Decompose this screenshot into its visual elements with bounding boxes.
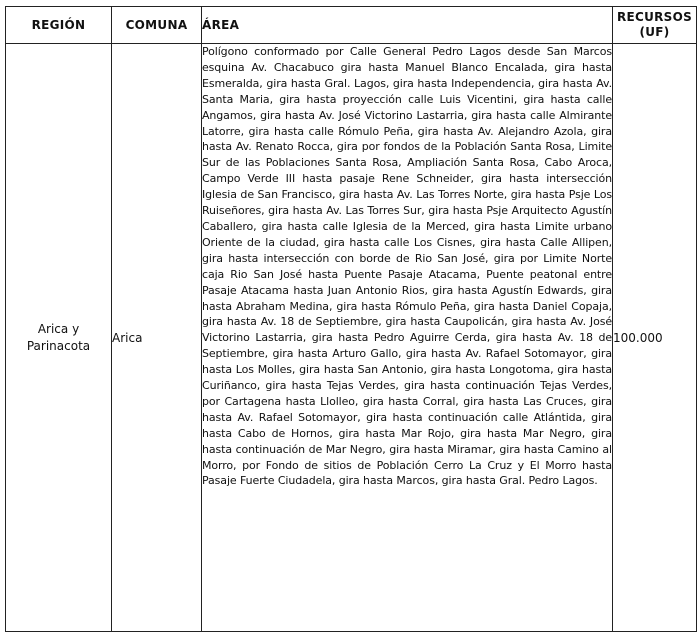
cell-region: Arica y Parinacota (6, 44, 112, 632)
cell-recursos: 100.000 (613, 44, 697, 632)
table-row (6, 44, 697, 632)
cell-area (202, 44, 613, 632)
table-body (6, 44, 697, 632)
resources-table (5, 6, 697, 632)
header-region: REGIÓN (6, 7, 112, 44)
area-description: Polígono conformado por Calle General Pedro Lagos desde San Marcos esquina Av. Chacabuco gira hasta Manuel Blanco Encalada, gira hasta Esmeralda, gira hasta Gral. Lagos, gira hasta Independencia, gira hasta Av. Santa Maria, gira hasta proyección calle Luis Vicentini, gira hasta calle Angamos, gira hasta Av. José Victorino Lastarria, gira hasta calle Almirante Latorre, gira hasta calle Rómulo Peña, gira hasta Av. Alejandro Azola, gira hasta Av. Renato Rocca, gira por fondos de la Población Santa Rosa, Limite Sur de las Poblaciones Santa Rosa, Ampliación Santa Rosa, Cabo Aroca, Campo Verde III hasta pasaje Rene Schneider, gira hasta intersección Iglesia de San Francisco, gira hasta Av. Las Torres Norte, gira hasta Psje Los Ruiseñores, gira hasta Av. Las Torres Sur, gira hasta Psje Arquitecto Agustín Caballero, gira hasta calle Iglesia de la Merced, gira hasta Limite urbano Oriente de la ciudad, gira hasta calle Los Cisnes, gira hasta Calle Allipen, gira hasta intersección con borde de Rio San José, gira por Limite Norte caja Rio San José hasta Puente Pasaje Atacama, Puente peatonal entre Pasaje Atacama hasta Juan Antonio Rios, gira hasta Agustín Edwards, gira hasta Abraham Medina, gira hasta Rómulo Peña, gira hasta Daniel Copaja, gira hasta Av. 18 de Septiembre, gira hasta Caupolicán, gira hasta Av. José Victorino Lastarria, gira hasta Pedro Aguirre Cerda, gira hasta Av. 18 de Septiembre, gira hasta Arturo Gallo, gira hasta Av. Rafael Sotomayor, gira hasta Los Molles, gira hasta San Antonio, gira hasta Longotoma, gira hasta Curiñanco, gira hasta Tejas Verdes, gira hasta continuación Tejas Verdes, por Cartagena hasta Llolleo, gira hasta Corral, gira hasta Las Cruces, gira hasta Av. Rafael Sotomayor, gira hasta continuación calle Atlántida, gira hasta Cabo de Hornos, gira hasta Mar Rojo, gira hasta Mar Negro, gira hasta continuación de Mar Negro, gira hasta Miramar, gira hasta Camino al Morro, por Fondo de sitios de Población Cerro La Cruz y El Morro hasta Pasaje Fuerte Ciudadela, gira hasta Marcos, gira hasta Gral. Pedro Lagos. (202, 45, 612, 488)
header-area: ÁREA (202, 7, 613, 44)
header-recursos-line-1: RECURSOS (616, 10, 693, 24)
cell-comuna: Arica (112, 44, 202, 632)
header-comuna: COMUNA (112, 7, 202, 44)
header-recursos-line-2: (UF) (639, 25, 670, 39)
table-header (6, 7, 697, 44)
header-recursos (613, 7, 697, 44)
header-row (6, 7, 697, 44)
